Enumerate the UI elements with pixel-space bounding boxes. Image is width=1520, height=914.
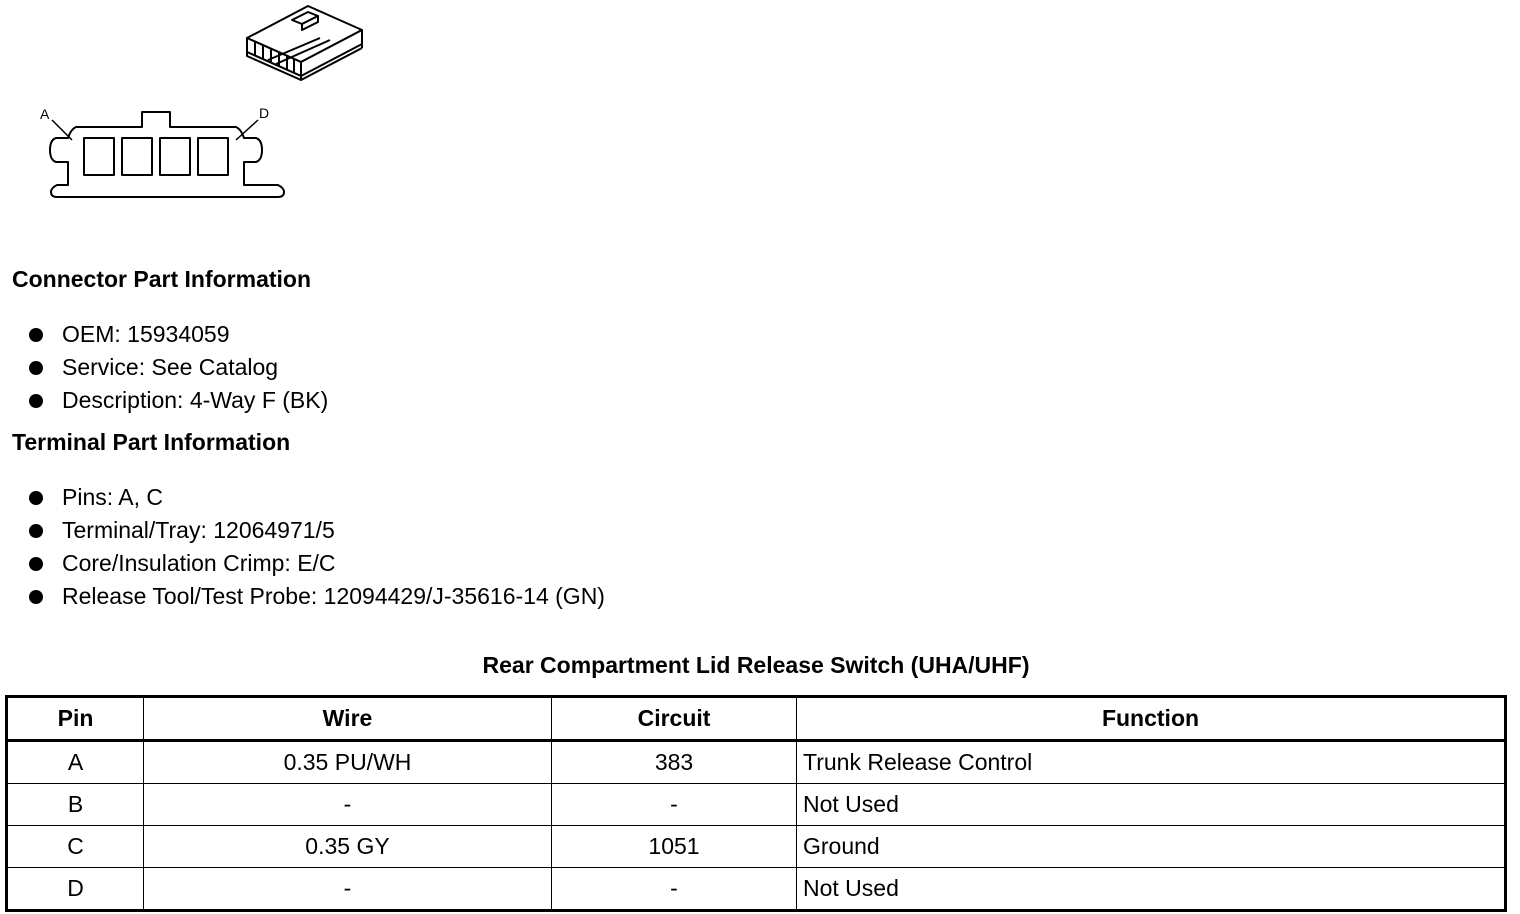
connector-isometric-view — [247, 6, 362, 80]
header-wire: Wire — [144, 697, 552, 741]
list-item — [28, 351, 328, 384]
cell-circuit: - — [552, 784, 797, 826]
list-item — [28, 318, 328, 351]
cell-wire: - — [144, 784, 552, 826]
cell-circuit: 383 — [552, 741, 797, 784]
table-row — [7, 826, 1506, 868]
cell-function: Not Used — [797, 868, 1506, 911]
terminal-info-heading: Terminal Part Information — [12, 429, 291, 455]
cell-pin: D — [7, 868, 144, 911]
list-item — [28, 481, 605, 514]
connector-info-heading: Connector Part Information — [12, 266, 312, 292]
connector-info-list — [28, 318, 328, 417]
table-header-row — [7, 697, 1506, 741]
table-caption: Rear Compartment Lid Release Switch (UHA/UHF) — [482, 652, 1030, 678]
bullet-icon — [29, 590, 43, 604]
cell-function: Ground — [797, 826, 1506, 868]
pin-label-d: D — [259, 105, 270, 121]
list-item-text: Release Tool/Test Probe: 12094429/J-35616-14 (GN) — [62, 583, 605, 609]
connector-diagram — [0, 0, 380, 215]
cell-circuit: - — [552, 868, 797, 911]
list-item-text: Pins: A, C — [62, 484, 163, 510]
bullet-icon — [29, 328, 43, 342]
bullet-icon — [29, 524, 43, 538]
pin-label-a: A — [40, 106, 50, 122]
bullet-icon — [29, 394, 43, 408]
list-item-text: Description: 4-Way F (BK) — [62, 387, 329, 413]
cell-circuit: 1051 — [552, 826, 797, 868]
table-row — [7, 868, 1506, 911]
bullet-icon — [29, 361, 43, 375]
cell-wire: 0.35 GY — [144, 826, 552, 868]
table-row — [7, 784, 1506, 826]
list-item-text: Terminal/Tray: 12064971/5 — [62, 517, 335, 543]
list-item — [28, 580, 605, 613]
list-item — [28, 514, 605, 547]
bullet-icon — [29, 491, 43, 505]
pinout-table — [5, 695, 1507, 912]
connector-front-view — [50, 112, 284, 197]
list-item-text: Core/Insulation Crimp: E/C — [62, 550, 336, 576]
cell-wire: 0.35 PU/WH — [144, 741, 552, 784]
cell-pin: B — [7, 784, 144, 826]
list-item — [28, 384, 328, 417]
header-function: Function — [797, 697, 1506, 741]
bullet-icon — [29, 557, 43, 571]
cell-pin: C — [7, 826, 144, 868]
table-row — [7, 741, 1506, 784]
terminal-info-list — [28, 481, 605, 613]
list-item-text: Service: See Catalog — [62, 354, 279, 380]
cell-function: Trunk Release Control — [797, 741, 1506, 784]
cell-function: Not Used — [797, 784, 1506, 826]
header-circuit: Circuit — [552, 697, 797, 741]
cell-pin: A — [7, 741, 144, 784]
header-pin: Pin — [7, 697, 144, 741]
cell-wire: - — [144, 868, 552, 911]
list-item-text: OEM: 15934059 — [62, 321, 230, 347]
list-item — [28, 547, 605, 580]
